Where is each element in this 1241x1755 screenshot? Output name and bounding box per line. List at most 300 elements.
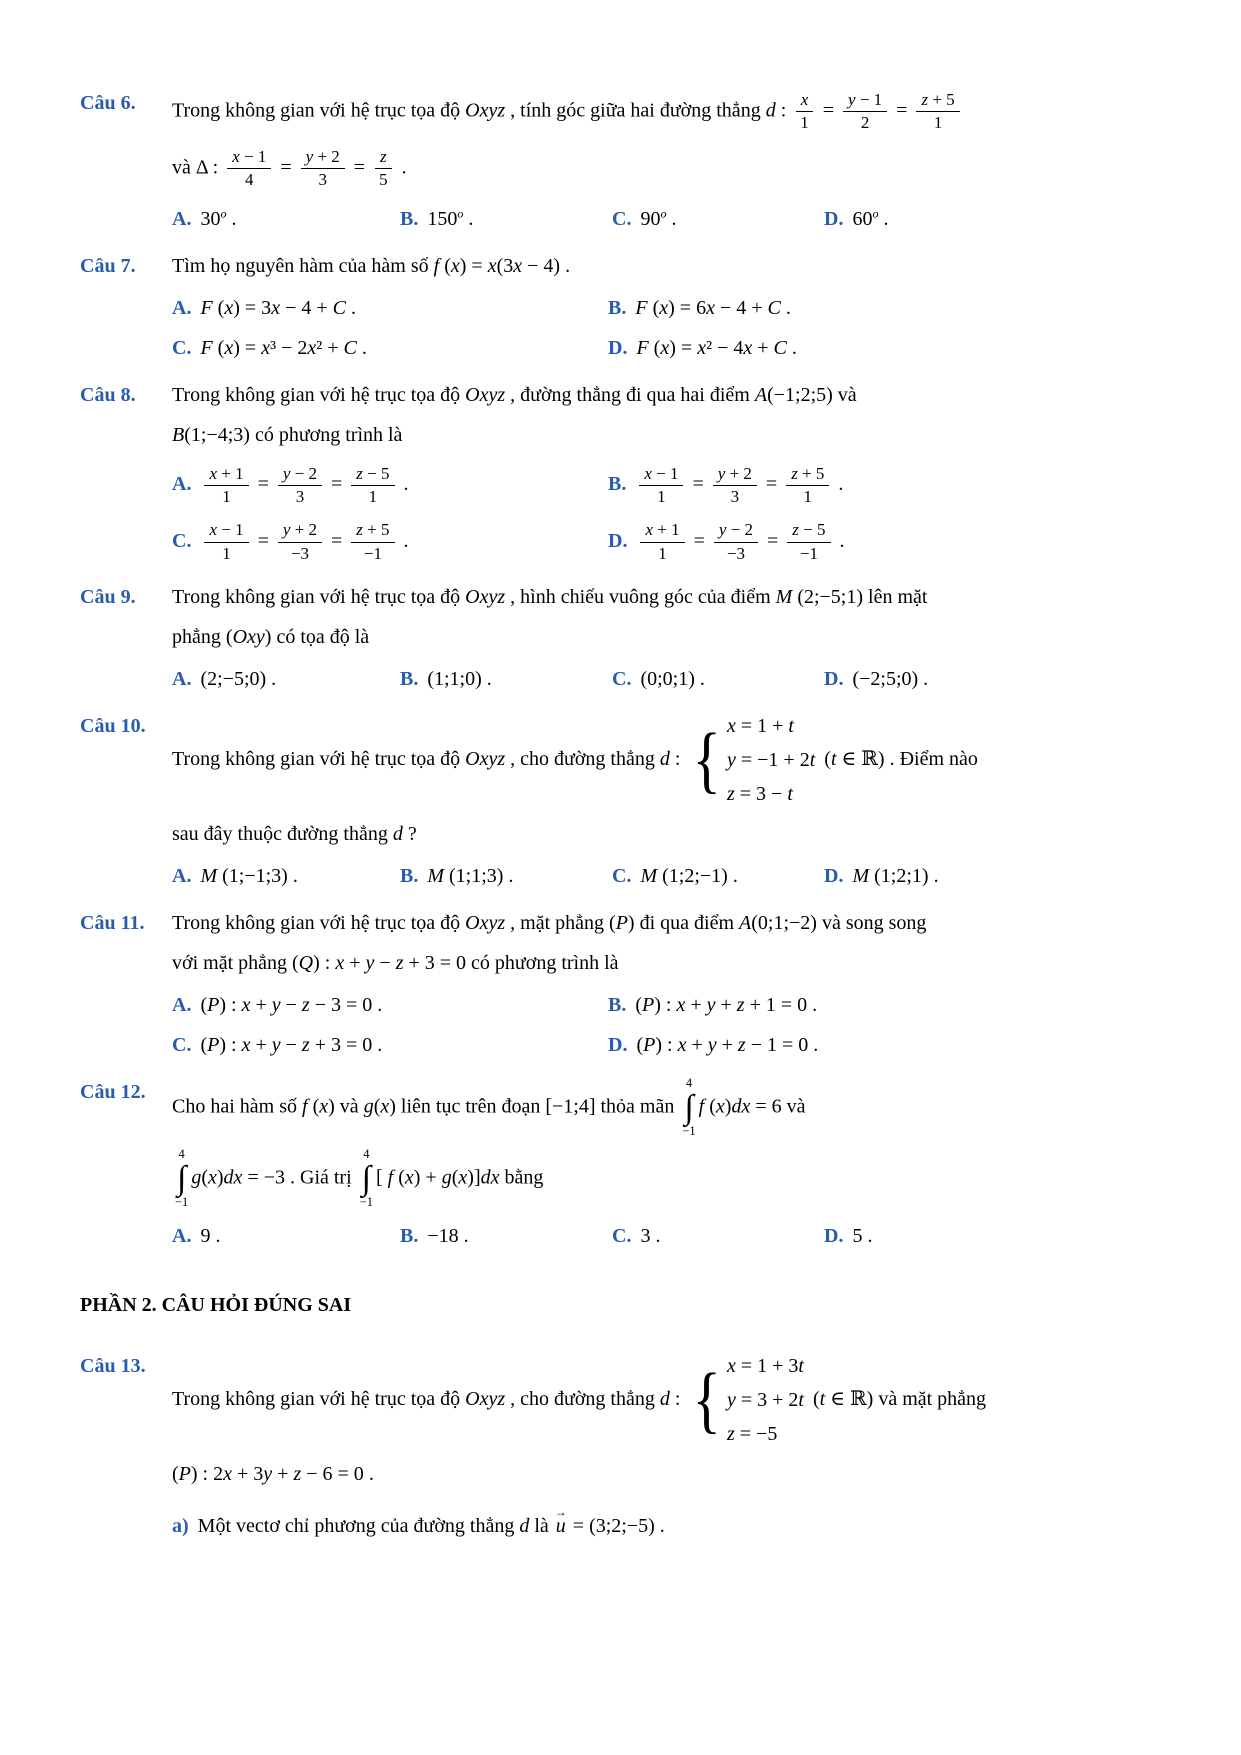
equation-row: z = 3 − t (726, 783, 793, 806)
option-label: C. (172, 336, 192, 359)
math-text: d (392, 823, 403, 846)
option (400, 861, 612, 892)
plain-text: , hình chiếu vuông góc của điểm (505, 586, 776, 609)
math-text: A(−1;2;5) (754, 383, 833, 406)
plain-text: và mặt phẳng (873, 1387, 987, 1410)
plain-text: Trong không gian với hệ trục tọa độ (172, 99, 466, 122)
question (80, 380, 1163, 567)
fraction (795, 90, 814, 134)
integral-upper-bound: 4 (685, 1076, 693, 1091)
fraction (916, 90, 959, 134)
plain-text: = (326, 529, 348, 552)
question-line (172, 380, 1163, 411)
option-label: D. (608, 1034, 628, 1057)
question-head (80, 582, 1163, 662)
math-text: Oxyz (465, 586, 506, 609)
plain-text: Trong không gian với hệ trục tọa độ (172, 586, 466, 609)
question-line (172, 88, 1163, 136)
question-body (172, 711, 1163, 859)
question-body (172, 251, 1163, 291)
plain-text: . (287, 865, 298, 888)
plain-text: = (687, 473, 709, 496)
option-content (427, 865, 513, 887)
option-content (427, 668, 491, 690)
math-text: 9 (200, 1224, 211, 1247)
math-text: 60 (852, 207, 873, 230)
plain-text: đi qua điểm (634, 912, 740, 935)
plain-text: . (780, 296, 791, 319)
math-text: F (x) = x² − 4x + C (636, 336, 787, 359)
sub-item-content (198, 1515, 665, 1537)
plain-text: . (928, 865, 939, 888)
equation-row: x = 1 + 3t (726, 1354, 804, 1377)
math-text: Oxyz (465, 748, 506, 771)
plain-text: . (210, 1224, 221, 1247)
plain-text: phẳng (172, 626, 226, 649)
fraction (639, 464, 683, 508)
math-text: Oxyz (465, 99, 506, 122)
math-text: B(1;−4;3) (172, 423, 250, 446)
option (824, 861, 1163, 892)
option (612, 204, 824, 235)
question-line (172, 948, 1163, 979)
fraction-denominator: 1 (222, 543, 231, 563)
plain-text: . (560, 254, 571, 277)
option (172, 293, 608, 324)
option-label: C. (612, 1224, 632, 1247)
math-text: (P) : x + y − z + 3 = 0 (200, 1034, 373, 1057)
options (172, 1221, 1163, 1252)
plain-text: = (252, 529, 274, 552)
math-text: (t ∈ ℝ) (812, 1387, 874, 1410)
brace-icon: { (692, 719, 722, 802)
fraction (204, 464, 248, 508)
option (608, 333, 1163, 364)
options (172, 664, 1163, 695)
question-line (172, 711, 1163, 810)
plain-text: . (808, 1034, 819, 1057)
option-label: A. (172, 865, 192, 888)
fraction-numerator: z (375, 147, 392, 169)
plain-text: : (669, 748, 686, 771)
fraction-denominator: 3 (318, 170, 327, 190)
plain-text: và (832, 383, 857, 406)
option-content (635, 994, 817, 1016)
plain-text: . (918, 668, 929, 691)
plain-text: với mặt phẳng (172, 952, 292, 975)
vector-symbol: → u (554, 1511, 568, 1542)
fraction (714, 520, 758, 564)
option (824, 204, 1163, 235)
question (80, 251, 1163, 364)
question-line (172, 908, 1163, 939)
equation-row: y = −1 + 2t (726, 749, 816, 772)
option (608, 293, 1163, 324)
option-content (427, 205, 474, 230)
integral-upper-bound: 4 (178, 1146, 185, 1161)
math-text: (Oxy) (225, 626, 272, 649)
question (80, 711, 1163, 892)
option (824, 1221, 1163, 1252)
question-line (172, 1148, 1163, 1210)
plain-text: và song song (816, 912, 927, 935)
fraction (301, 147, 345, 191)
math-text: f (x) = x(3x − 4) (433, 254, 561, 277)
question-label: Câu 13. (80, 1354, 146, 1377)
fraction-numerator: z − 5 (351, 464, 394, 486)
question (80, 1077, 1163, 1252)
question-line (172, 582, 1163, 613)
question-label: Câu 7. (80, 254, 136, 277)
math-text: M (2;−5;1) (775, 586, 864, 609)
question-head (80, 380, 1163, 460)
equation-rows (727, 1351, 804, 1450)
plain-text: sau đây thuộc đường thẳng (172, 823, 393, 846)
math-text: Oxyz (465, 912, 506, 935)
plain-text: : (775, 99, 792, 122)
option-content (852, 1225, 872, 1247)
options (172, 861, 1163, 892)
math-text: (0;0;1) (640, 668, 695, 691)
plain-text: . (694, 668, 705, 691)
question-label: Câu 11. (80, 912, 145, 935)
brace-icon: { (692, 1358, 722, 1441)
plain-text: . (463, 207, 474, 230)
option-content (640, 865, 737, 887)
math-text: Δ (195, 156, 208, 179)
plain-text: = (252, 473, 274, 496)
option-label: D. (824, 668, 844, 691)
math-text: Oxyz (465, 383, 506, 406)
options (172, 990, 1163, 1061)
integral-sign: ∫ (361, 1159, 371, 1197)
option-content (852, 668, 928, 690)
plain-text: là (529, 1514, 554, 1537)
option (400, 204, 612, 235)
question-line (172, 1459, 1163, 1490)
question-line (172, 622, 1163, 653)
option-label: A. (172, 668, 192, 691)
fraction-numerator: y + 2 (278, 520, 322, 542)
fraction (786, 464, 829, 508)
option (172, 204, 400, 235)
math-text: d (659, 1387, 670, 1410)
fraction-denominator: 1 (800, 113, 809, 133)
math-text: g(x)dx = −3 (191, 1166, 285, 1189)
plain-text: = (760, 473, 783, 496)
superscript: o (660, 205, 667, 220)
plain-text: . (807, 994, 818, 1017)
math-text: d (659, 748, 670, 771)
plain-text: , cho đường thẳng (505, 1387, 660, 1410)
option-label: A. (172, 1224, 192, 1247)
option-label: B. (400, 1224, 419, 1247)
options (172, 462, 1163, 567)
math-text: 150 (427, 207, 458, 230)
math-text: (P) : x + y − z − 3 = 0 (200, 994, 373, 1017)
option-label: D. (824, 207, 844, 230)
fraction (227, 147, 271, 191)
option-content (200, 520, 409, 563)
math-text: Oxyz (465, 1387, 506, 1410)
sub-item (172, 1511, 1163, 1542)
fraction (787, 520, 830, 564)
plain-text: . (727, 865, 738, 888)
math-text: (P) (609, 912, 635, 935)
fraction-denominator: 1 (222, 486, 231, 506)
option (172, 518, 608, 566)
fraction-numerator: y + 2 (301, 147, 345, 169)
fraction-numerator: z + 5 (351, 520, 394, 542)
question-body (172, 88, 1163, 202)
option (172, 1030, 608, 1061)
option-content (636, 1034, 818, 1056)
fraction-denominator: −1 (363, 543, 382, 563)
superscript: o (872, 205, 879, 220)
math-text: [−1;4] (545, 1095, 596, 1118)
question-label: Câu 6. (80, 92, 136, 114)
plain-text: liên tục trên đoạn (395, 1095, 546, 1118)
plain-text: . Giá trị (285, 1166, 357, 1189)
option-content (200, 297, 356, 319)
plain-text: có phương trình là (466, 952, 619, 975)
option (172, 333, 608, 364)
integral (360, 1148, 373, 1210)
plain-text: Tìm họ nguyên hàm của hàm số (172, 254, 434, 277)
math-text: F (x) = 3x − 4 + C (200, 296, 346, 319)
equation-rows (727, 711, 815, 810)
fraction (278, 520, 322, 564)
integral (175, 1148, 188, 1210)
question (80, 1351, 1163, 1542)
question-line (172, 1077, 1163, 1139)
question-line (172, 251, 1163, 282)
option-content (200, 1034, 382, 1056)
option-label: B. (400, 207, 419, 230)
option-label: A. (172, 473, 192, 496)
option-label: A. (172, 296, 192, 319)
plain-text: ? (402, 823, 417, 846)
plain-text: , tính góc giữa hai đường thẳng (505, 99, 766, 122)
option-content (427, 1225, 468, 1247)
math-text: M (1;2;−1) (640, 865, 728, 888)
question-body (172, 582, 1163, 662)
option-content (200, 205, 237, 230)
plain-text: và (172, 156, 196, 179)
option-label: B. (400, 668, 419, 691)
question-body (172, 908, 1163, 988)
option-label: C. (612, 865, 632, 888)
plain-text: . (878, 207, 889, 230)
fraction-denominator: 1 (803, 486, 813, 506)
math-text: (−2;5;0) (852, 668, 919, 691)
option (400, 1221, 612, 1252)
option (608, 518, 1163, 566)
plain-text: . (356, 336, 367, 359)
question-body (172, 380, 1163, 460)
math-text: = (3;2;−5) (567, 1514, 655, 1537)
option-content (640, 1225, 660, 1247)
option-content (200, 668, 276, 690)
integral-lower-bound: −1 (175, 1194, 189, 1209)
math-text: d (519, 1514, 530, 1537)
option-content (636, 520, 845, 563)
fraction-numerator: z + 5 (916, 90, 959, 112)
plain-text: , mặt phẳng (505, 912, 610, 935)
fraction-denominator: 2 (860, 113, 870, 133)
section-heading: PHẦN 2. CÂU HỎI ĐÚNG SAI (80, 1293, 352, 1316)
plain-text: . (481, 668, 492, 691)
fraction-denominator: −1 (799, 543, 818, 563)
plain-text: . (345, 296, 356, 319)
option (608, 990, 1163, 1021)
option (612, 664, 824, 695)
options (172, 293, 1163, 364)
option-label: D. (608, 529, 628, 552)
fraction (278, 464, 322, 508)
option (612, 861, 824, 892)
equation-row: z = −5 (726, 1422, 778, 1445)
question-line (172, 420, 1163, 451)
math-text: F (x) = x³ − 2x² + C (200, 336, 357, 359)
plain-text: . (398, 473, 409, 496)
fraction-denominator: 1 (657, 486, 666, 506)
fraction-denominator: 4 (245, 170, 254, 190)
option-label: C. (172, 529, 192, 552)
plain-text: = (817, 99, 840, 122)
option-label: B. (608, 994, 627, 1017)
integral-sign: ∫ (176, 1159, 187, 1197)
math-text: [ f (x) + g(x)]dx (375, 1166, 500, 1189)
option (172, 664, 400, 695)
math-text: (Q) : x + y − z + 3 = 0 (292, 952, 467, 975)
plain-text: . (398, 529, 409, 552)
question-head (80, 1351, 1163, 1499)
fraction-numerator: x + 1 (640, 520, 684, 542)
fraction (351, 464, 394, 508)
fraction-denominator: 5 (379, 170, 388, 190)
fraction-numerator: x + 1 (204, 464, 248, 486)
math-text: (t ∈ ℝ) (824, 748, 885, 771)
option-content (200, 1225, 220, 1247)
math-text: A(0;1;−2) (739, 912, 817, 935)
plain-text: thỏa mãn (595, 1095, 680, 1118)
option-label: B. (608, 296, 627, 319)
integral-lower-bound: −1 (359, 1194, 373, 1209)
math-text: M (1;1;3) (427, 865, 504, 888)
equation-system (689, 711, 815, 810)
plain-text: có tọa độ là (271, 626, 370, 649)
math-text: (P) : 2x + 3y + z − 6 = 0 (172, 1462, 364, 1485)
math-text: (P) : x + y + z − 1 = 0 (636, 1034, 809, 1057)
plain-text: và (781, 1095, 806, 1118)
plain-text: = (762, 529, 784, 552)
option-content (636, 337, 796, 359)
integral-upper-bound: 4 (363, 1146, 370, 1161)
math-text: −18 (427, 1224, 459, 1247)
math-text: (1;1;0) (427, 668, 482, 691)
plain-text: = (348, 156, 371, 179)
question-body (172, 1351, 1163, 1499)
option-content (200, 463, 409, 506)
integral (682, 1077, 695, 1139)
option-label: D. (608, 336, 628, 359)
fraction (351, 520, 394, 564)
equation-row: x = 1 + t (726, 715, 794, 738)
plain-text: . (654, 1514, 665, 1537)
fraction-denominator: −3 (290, 543, 309, 563)
option-content (200, 337, 366, 359)
plain-text: . (833, 473, 844, 496)
question-label: Câu 8. (80, 383, 136, 406)
plain-text: . (650, 1224, 661, 1247)
option (612, 1221, 824, 1252)
integral-lower-bound: −1 (682, 1124, 696, 1139)
plain-text: bằng (499, 1166, 544, 1189)
plain-text: . (396, 156, 407, 179)
plain-text: Cho hai hàm số (172, 1095, 302, 1118)
fraction-numerator: x − 1 (639, 464, 683, 486)
fraction (204, 520, 248, 564)
question-label: Câu 10. (80, 715, 146, 738)
option (172, 462, 608, 510)
plain-text: = (326, 473, 348, 496)
math-text: d (765, 99, 776, 122)
option (172, 861, 400, 892)
plain-text: = (275, 156, 297, 179)
math-text: 90 (640, 207, 661, 230)
option (824, 664, 1163, 695)
plain-text: : (669, 1387, 686, 1410)
math-text: (P) : x + y + z + 1 = 0 (635, 994, 808, 1017)
plain-text: . (372, 994, 383, 1017)
fraction-numerator: y − 2 (278, 464, 322, 486)
option-label: D. (824, 865, 844, 888)
fraction-numerator: x − 1 (204, 520, 248, 542)
plain-text: Trong không gian với hệ trục tọa độ (172, 912, 466, 935)
fraction-denominator: 3 (295, 486, 305, 506)
math-text: 5 (852, 1224, 863, 1247)
option-label: A. (172, 994, 192, 1017)
question (80, 582, 1163, 695)
option (400, 664, 612, 695)
fraction-denominator: 1 (658, 543, 667, 563)
plain-text: . (363, 1462, 374, 1485)
plain-text: . Điểm nào (884, 748, 978, 771)
option-content (200, 994, 382, 1016)
question-label: Câu 12. (80, 1081, 146, 1104)
option-content (640, 668, 704, 690)
options (172, 204, 1163, 235)
math-text: M (1;−1;3) (200, 865, 288, 888)
math-text: 3 (640, 1224, 651, 1247)
math-text: 30 (200, 207, 221, 230)
plain-text: Trong không gian với hệ trục tọa độ (172, 383, 466, 406)
question-head (80, 1077, 1163, 1219)
question-line (172, 1351, 1163, 1450)
plain-text: . (458, 1224, 469, 1247)
question-head (80, 711, 1163, 859)
option-label: C. (612, 207, 632, 230)
question (80, 88, 1163, 235)
option-label: A. (172, 207, 192, 230)
math-text: F (x) = 6x − 4 + C (635, 296, 781, 319)
option-label: C. (172, 1034, 192, 1057)
option-content (200, 865, 297, 887)
math-text: f (x)dx = 6 (698, 1095, 782, 1118)
plain-text: Trong không gian với hệ trục tọa độ (172, 748, 466, 771)
option (608, 462, 1163, 510)
